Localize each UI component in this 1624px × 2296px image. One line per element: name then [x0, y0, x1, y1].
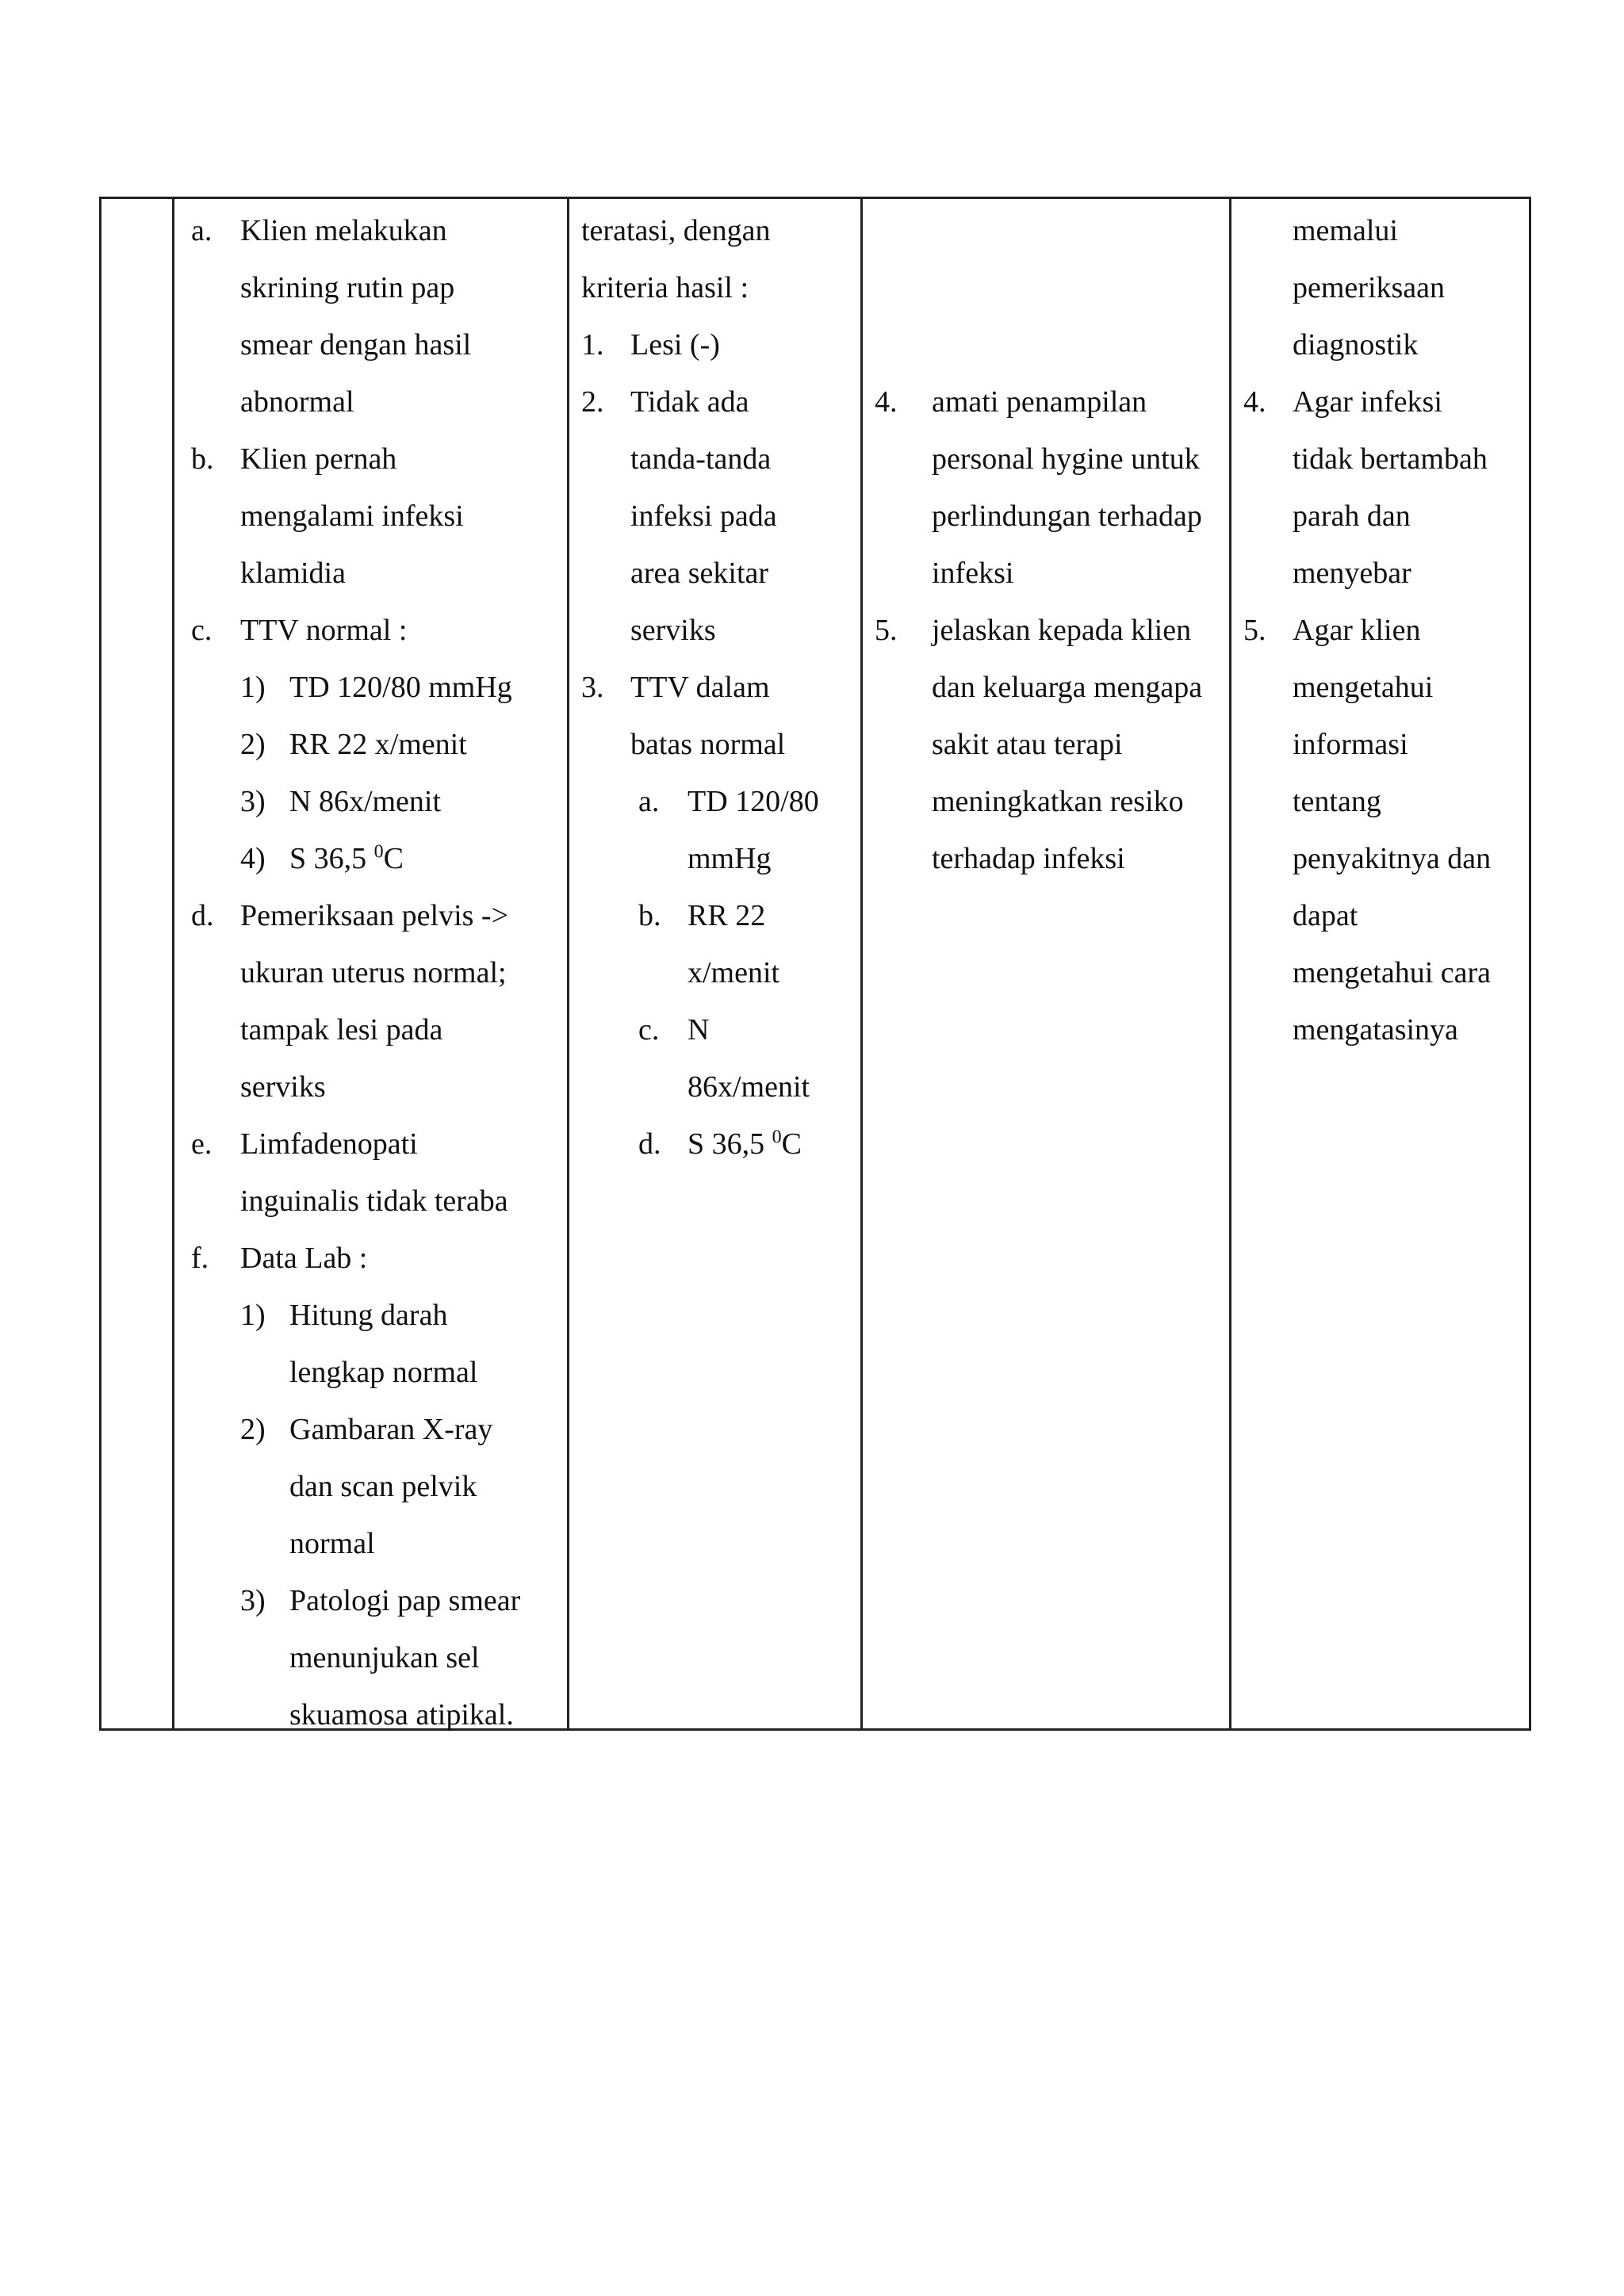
text-line: dan keluarga mengapa [932, 671, 1203, 704]
list-item [191, 1230, 552, 1287]
text-line: lengkap normal [289, 1356, 478, 1389]
list-marker: c. [191, 614, 213, 647]
list-item-text [688, 887, 851, 1001]
text-line: terhadap infeksi [932, 842, 1125, 875]
text-line: penyakitnya dan [1293, 842, 1492, 875]
list-item-text [240, 202, 552, 430]
text-line: tidak bertambah [1293, 442, 1488, 476]
text-line: personal hygine untuk [932, 442, 1200, 476]
text-line: RR 22 x/menit [289, 728, 467, 761]
list-item-text [240, 1115, 552, 1230]
sub-list-item [581, 773, 851, 887]
text-line: dan scan pelvik [289, 1470, 477, 1503]
text-line: S 36,5 $^0$C [688, 1127, 802, 1161]
text-line: mengetahui [1293, 671, 1434, 704]
list-item [581, 316, 851, 373]
list-marker: 5. [1243, 614, 1266, 647]
list-item [581, 373, 851, 659]
list-marker: 4. [875, 385, 898, 419]
text-line: TTV normal : [240, 614, 408, 647]
list-item [1243, 602, 1612, 1058]
intervention-column [875, 199, 1216, 887]
outcome-criteria-column [581, 199, 851, 1173]
text-line: area sekitar [630, 557, 769, 590]
list-item-text [289, 716, 552, 773]
text-line: mengetahui cara [1293, 956, 1492, 989]
text-line: Tidak ada [630, 385, 749, 419]
column-divider [1229, 199, 1231, 1728]
text-line: dapat [1293, 899, 1358, 932]
list-item-text [932, 602, 1216, 887]
text-line: Klien melakukan [240, 214, 447, 247]
text-line: Agar klien [1293, 614, 1421, 647]
list-marker: 3) [240, 785, 266, 818]
list-marker: a. [638, 785, 660, 818]
sub-list-item [581, 887, 851, 1001]
text-line: Pemeriksaan pelvis -> [240, 899, 509, 932]
text-line: tampak lesi pada [240, 1013, 443, 1047]
list-item-text [240, 602, 552, 659]
text-line: informasi [1293, 728, 1408, 761]
list-marker: 4. [1243, 385, 1266, 419]
list-item [581, 659, 851, 773]
text-line: inguinalis tidak teraba [240, 1184, 508, 1218]
list-item-text [289, 1401, 552, 1572]
list-marker: 1. [581, 328, 604, 362]
list-item-text [289, 773, 552, 830]
list-marker: f. [191, 1242, 209, 1275]
column-divider [567, 199, 569, 1728]
list-marker: b. [638, 899, 661, 932]
text-line: parah dan [1293, 499, 1411, 533]
sub-list-item [191, 716, 552, 773]
text-line: mengalami infeksi [240, 499, 464, 533]
text-line: mengatasinya [1293, 1013, 1458, 1047]
rationale-column [1243, 199, 1612, 1058]
column-divider [172, 199, 174, 1728]
list-marker: 4) [240, 842, 266, 875]
list-item-text [1293, 373, 1612, 602]
text-line: abnormal [240, 385, 354, 419]
list-marker: 2) [240, 728, 266, 761]
unit-text: C [383, 842, 404, 875]
list-item-text [1293, 602, 1612, 1058]
text-line: amati penampilan [932, 385, 1147, 419]
text-line: batas normal [630, 728, 786, 761]
continued-text-line: diagnostik [1293, 328, 1419, 362]
list-marker: 3) [240, 1584, 266, 1617]
text-line: N 86x/menit [289, 785, 442, 818]
text-line: Klien pernah [240, 442, 397, 476]
continued-text-line: pemeriksaan [1293, 271, 1446, 304]
text-line: serviks [630, 614, 716, 647]
assessment-data-column [191, 199, 552, 1743]
list-item [191, 602, 552, 659]
list-item [875, 602, 1216, 887]
text-line: normal [289, 1527, 375, 1560]
list-marker: e. [191, 1127, 213, 1161]
unit-text: C [781, 1127, 802, 1161]
sub-list-item [581, 1115, 851, 1173]
list-item-text [630, 659, 851, 773]
text-line: skrining rutin pap [240, 271, 455, 304]
list-marker: d. [638, 1127, 661, 1161]
text-line: Patologi pap smear [289, 1584, 521, 1617]
text-line: sakit atau terapi [932, 728, 1123, 761]
sub-list-item [191, 773, 552, 830]
list-item-text [630, 373, 851, 659]
sub-list-item [191, 1572, 552, 1743]
sub-list-item [191, 659, 552, 716]
list-marker: 2. [581, 385, 604, 419]
list-item [191, 1115, 552, 1230]
text-line: perlindungan terhadap [932, 499, 1202, 533]
list-item-text [289, 1572, 552, 1743]
text-line: Gambaran X-ray [289, 1413, 493, 1446]
list-item-text [289, 1287, 552, 1401]
text-line: Hitung darah [289, 1299, 448, 1332]
list-marker: 2) [240, 1413, 266, 1446]
continued-text-line: teratasi, dengan [581, 214, 771, 247]
text-line: tanda-tanda [630, 442, 772, 476]
list-marker: 5. [875, 614, 898, 647]
text-line: tentang [1293, 785, 1381, 818]
degree-superscript: 0 [772, 1127, 782, 1148]
text-line: jelaskan kepada klien [932, 614, 1192, 647]
text-line: menunjukan sel [289, 1641, 480, 1674]
text-line: Agar infeksi [1293, 385, 1442, 419]
list-item [191, 887, 552, 1115]
text-line: Data Lab : [240, 1242, 368, 1275]
list-item-text [688, 773, 851, 887]
continued-text-line: memalui [1293, 214, 1398, 247]
text-line: smear dengan hasil [240, 328, 472, 362]
text-line: skuamosa atipikal. [289, 1698, 514, 1732]
list-item [875, 373, 1216, 602]
sub-list-item [191, 1401, 552, 1572]
text-line: x/menit [688, 956, 780, 989]
text-line: RR 22 [688, 899, 766, 932]
list-item-text [240, 430, 552, 602]
text-line: klamidia [240, 557, 346, 590]
blank-line [875, 316, 1216, 373]
list-marker: 1) [240, 671, 266, 704]
column-divider [860, 199, 863, 1728]
text-line: Limfadenopati [240, 1127, 418, 1161]
text-line: mmHg [688, 842, 772, 875]
list-marker: c. [638, 1013, 660, 1047]
list-marker: 3. [581, 671, 604, 704]
text-line: TD 120/80 [688, 785, 819, 818]
sub-list-item [191, 1287, 552, 1401]
blank-line [875, 259, 1216, 316]
list-marker: d. [191, 899, 214, 932]
text-line: serviks [240, 1070, 326, 1104]
list-item-text [630, 316, 851, 373]
list-item [1243, 373, 1612, 602]
text-line: Lesi (-) [630, 328, 720, 362]
list-item-text [932, 373, 1216, 602]
sub-list-item [581, 1001, 851, 1115]
list-item-text [240, 887, 552, 1115]
care-plan-table [99, 197, 1531, 1731]
continued-text-line: kriteria hasil : [581, 271, 749, 304]
text-line: infeksi [932, 557, 1014, 590]
list-item-text [289, 659, 552, 716]
list-item-text [289, 830, 552, 887]
list-item-text [240, 1230, 552, 1287]
list-marker: a. [191, 214, 213, 247]
text-line: TTV dalam [630, 671, 770, 704]
text-line: S 36,5 $^0$C [289, 841, 404, 875]
sub-list-item [191, 830, 552, 887]
text-line: menyebar [1293, 557, 1411, 590]
list-item [191, 430, 552, 602]
text-line: N [688, 1013, 710, 1047]
text-line: infeksi pada [630, 499, 777, 533]
list-marker: b. [191, 442, 214, 476]
degree-superscript: 0 [373, 841, 384, 863]
text-line: TD 120/80 mmHg [289, 671, 512, 704]
text-line: ukuran uterus normal; [240, 956, 507, 989]
list-item-text [688, 1115, 851, 1173]
blank-line [875, 202, 1216, 259]
text-line: 86x/menit [688, 1070, 810, 1104]
text-line: meningkatkan resiko [932, 785, 1184, 818]
list-marker: 1) [240, 1299, 266, 1332]
list-item-text [688, 1001, 851, 1115]
list-item [191, 202, 552, 430]
